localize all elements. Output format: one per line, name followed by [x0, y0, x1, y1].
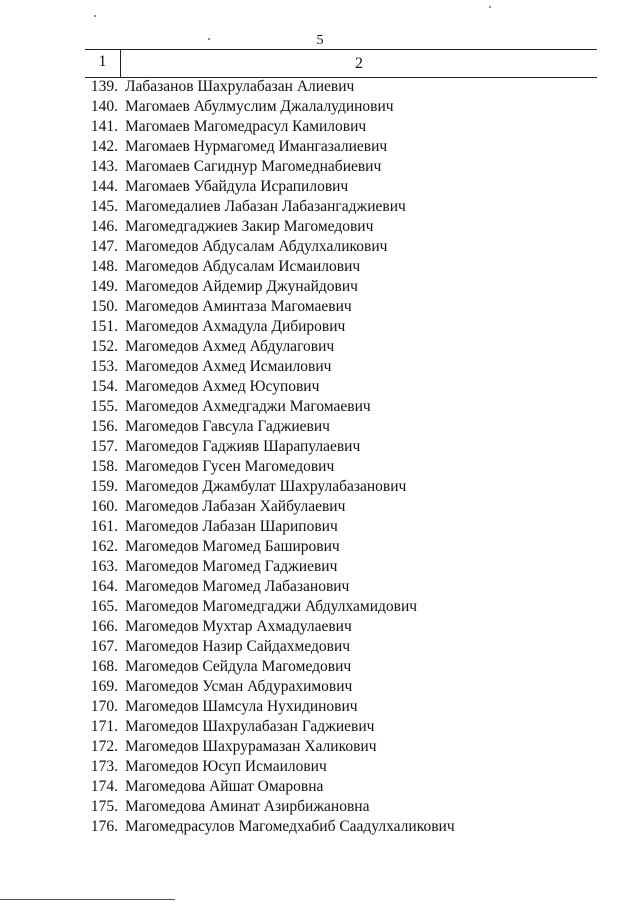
list-item-number: 157.: [90, 438, 118, 455]
footnote-rule: [0, 899, 175, 900]
list-item: [0, 557, 640, 577]
list-item-number: 153.: [90, 358, 118, 375]
list-item-name: Магомедов Ахмед Абдулагович: [125, 338, 335, 355]
list-item: [0, 517, 640, 537]
list-item-number: 151.: [90, 318, 118, 335]
list-item-number: 158.: [90, 458, 118, 475]
list-item: [0, 237, 640, 257]
list-item-number: 175.: [90, 798, 118, 815]
list-item: [0, 657, 640, 677]
scan-speck: [489, 6, 491, 8]
list-item-name: Магомедов Абдусалам Исмаилович: [125, 258, 361, 275]
list-item-number: 143.: [90, 158, 118, 175]
list-item-number: 161.: [90, 518, 118, 535]
list-item: [0, 537, 640, 557]
list-item: [0, 157, 640, 177]
list-item-number: 140.: [90, 98, 118, 115]
list-item-number: 170.: [90, 698, 118, 715]
list-item: [0, 437, 640, 457]
list-item-name: Магомедов Гаджияв Шарапулаевич: [125, 438, 361, 455]
list-item-number: 141.: [90, 118, 118, 135]
name-list: [0, 77, 640, 837]
list-item-number: 142.: [90, 138, 118, 155]
list-item-number: 176.: [90, 818, 118, 835]
list-item: [0, 77, 640, 97]
list-item-name: Магомедов Аминтаза Магомаевич: [125, 298, 352, 315]
list-item-name: Магомедов Магомед Гаджиевич: [125, 558, 338, 575]
list-item: [0, 257, 640, 277]
list-item: [0, 477, 640, 497]
list-item: [0, 737, 640, 757]
list-item-number: 154.: [90, 378, 118, 395]
column-header-name: 2: [355, 55, 363, 72]
list-item: [0, 697, 640, 717]
list-item-name: Магомаев Нурмагомед Имангазалиевич: [125, 138, 388, 155]
scan-speck: [208, 38, 210, 40]
list-item-name: Магомедов Гавсула Гаджиевич: [125, 418, 330, 435]
list-item-name: Магомаев Сагиднур Магомеднабиевич: [125, 158, 382, 175]
list-item-number: 160.: [90, 498, 118, 515]
list-item: [0, 337, 640, 357]
list-item: [0, 297, 640, 317]
list-item-name: Магомедов Айдемир Джунайдович: [125, 278, 358, 295]
list-item-name: Магомедов Лабазан Шарипович: [125, 518, 338, 535]
list-item-name: Магомедов Ахмед Юсупович: [125, 378, 320, 395]
list-item-number: 167.: [90, 638, 118, 655]
list-item-name: Магомедов Магомедгаджи Абдулхамидович: [125, 598, 418, 615]
list-item-name: Магомедов Усман Абдурахимович: [125, 678, 353, 695]
page-number: 5: [316, 33, 324, 48]
list-item: [0, 817, 640, 837]
list-item-name: Лабазанов Шахрулабазан Алиевич: [125, 78, 355, 95]
list-item-number: 145.: [90, 198, 118, 215]
list-item-name: Магомедов Шамсула Нухидинович: [125, 698, 358, 715]
list-item-name: Магомаев Убайдула Исрапилович: [125, 178, 349, 195]
list-item-number: 164.: [90, 578, 118, 595]
list-item: [0, 457, 640, 477]
list-item-number: 159.: [90, 478, 118, 495]
list-item: [0, 637, 640, 657]
list-item: [0, 317, 640, 337]
list-item-name: Магомедов Юсуп Исмаилович: [125, 758, 327, 775]
list-item-name: Магомедов Магомед Баширович: [125, 538, 340, 555]
list-item: [0, 757, 640, 777]
list-item-name: Магомедов Магомед Лабазанович: [125, 578, 350, 595]
list-item-name: Магомедрасулов Магомедхабиб Саадулхаликович: [125, 818, 455, 835]
list-item-number: 150.: [90, 298, 118, 315]
list-item: [0, 137, 640, 157]
list-item-name: Магомедов Сейдула Магомедович: [125, 658, 352, 675]
table-header: [85, 49, 597, 78]
list-item-number: 155.: [90, 398, 118, 415]
list-item-number: 172.: [90, 738, 118, 755]
list-item: [0, 417, 640, 437]
list-item-number: 166.: [90, 618, 118, 635]
list-item-name: Магомедов Шахрулабазан Гаджиевич: [125, 718, 375, 735]
list-item-number: 165.: [90, 598, 118, 615]
list-item: [0, 497, 640, 517]
scan-speck: [94, 15, 96, 17]
list-item: [0, 117, 640, 137]
list-item-name: Магомедов Назир Сайдахмедович: [125, 638, 351, 655]
list-item: [0, 397, 640, 417]
list-item: [0, 217, 640, 237]
list-item: [0, 97, 640, 117]
list-item-name: Магомедова Аминат Азирбижановна: [125, 798, 370, 815]
list-item-number: 169.: [90, 678, 118, 695]
list-item-name: Магомедов Лабазан Хайбулаевич: [125, 498, 346, 515]
list-item-number: 163.: [90, 558, 118, 575]
list-item-name: Магомедов Ахмадула Дибирович: [125, 318, 346, 335]
list-item-number: 162.: [90, 538, 118, 555]
list-item-number: 144.: [90, 178, 118, 195]
list-item-number: 147.: [90, 238, 118, 255]
list-item-number: 148.: [90, 258, 118, 275]
list-item-number: 152.: [90, 338, 118, 355]
list-item: [0, 577, 640, 597]
list-item-name: Магомедалиев Лабазан Лабазангаджиевич: [125, 198, 406, 215]
list-item-name: Магомаев Магомедрасул Камилович: [125, 118, 367, 135]
list-item: [0, 677, 640, 697]
list-item-number: 171.: [90, 718, 118, 735]
list-item-number: 173.: [90, 758, 118, 775]
list-item: [0, 777, 640, 797]
list-item-name: Магомедов Ахмед Исмаилович: [125, 358, 332, 375]
list-item-number: 139.: [90, 78, 118, 95]
list-item-name: Магомедгаджиев Закир Магомедович: [125, 218, 374, 235]
list-item-name: Магомедов Абдусалам Абдулхаликович: [125, 238, 388, 255]
list-item: [0, 197, 640, 217]
list-item-number: 156.: [90, 418, 118, 435]
list-item-name: Магомедов Мухтар Ахмадулаевич: [125, 618, 352, 635]
list-item: [0, 377, 640, 397]
list-item-name: Магомедов Шахрурамазан Халикович: [125, 738, 377, 755]
list-item-name: Магомаев Абулмуслим Джалалудинович: [125, 98, 394, 115]
list-item: [0, 177, 640, 197]
list-item: [0, 277, 640, 297]
list-item-name: Магомедова Айшат Омаровна: [125, 778, 324, 795]
list-item: [0, 797, 640, 817]
list-item: [0, 597, 640, 617]
list-item-name: Магомедов Гусен Магомедович: [125, 458, 335, 475]
list-item: [0, 357, 640, 377]
list-item: [0, 717, 640, 737]
column-header-number: 1: [98, 53, 107, 70]
list-item: [0, 617, 640, 637]
list-item-number: 146.: [90, 218, 118, 235]
list-item-name: Магомедов Джамбулат Шахрулабазанович: [125, 478, 407, 495]
list-item-name: Магомедов Ахмедгаджи Магомаевич: [125, 398, 371, 415]
list-item-number: 149.: [90, 278, 118, 295]
list-item-number: 168.: [90, 658, 118, 675]
list-item-number: 174.: [90, 778, 118, 795]
